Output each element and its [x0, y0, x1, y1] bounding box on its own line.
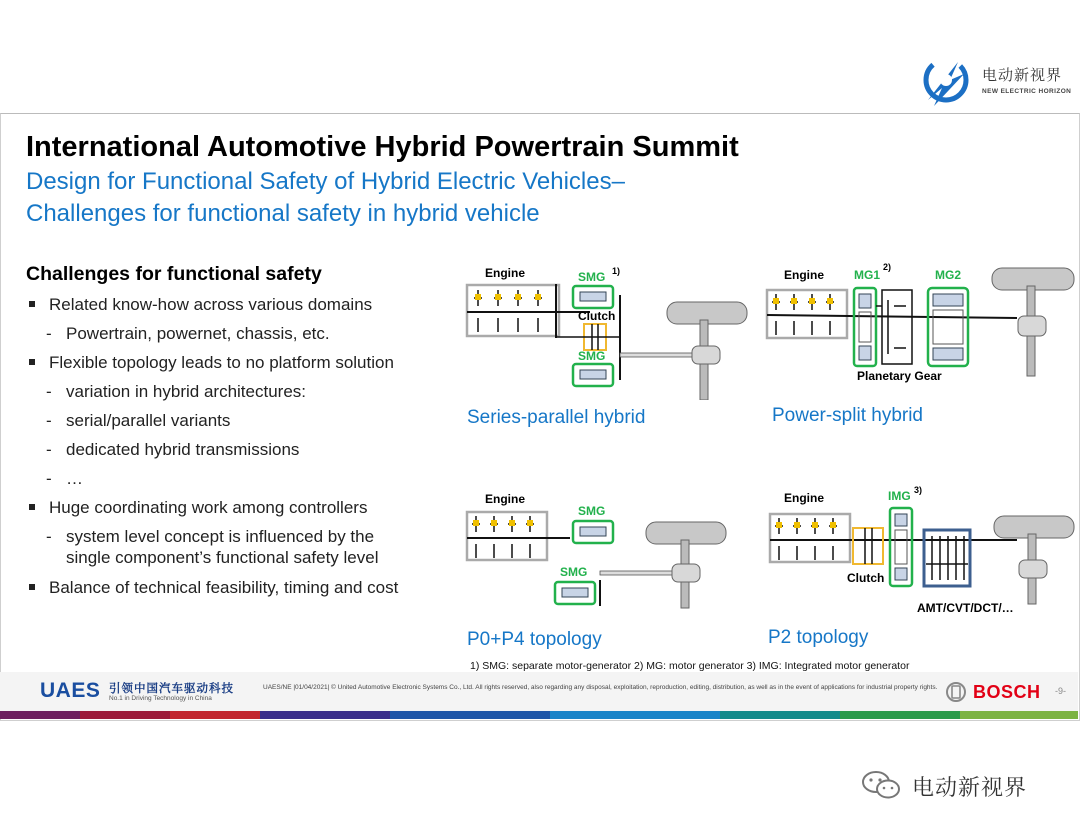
watermark-text: 电动新视界 — [912, 775, 1028, 800]
bullet-know-how — [26, 295, 372, 315]
sub-bullet-variants — [46, 411, 230, 431]
label-engine: Engine — [485, 266, 526, 280]
label-smg-bottom: SMG — [578, 349, 606, 363]
sub-bullet-text: … — [66, 469, 83, 488]
wechat-icon — [860, 768, 904, 802]
bullet-balance — [26, 578, 398, 598]
label-clutch: Clutch — [847, 571, 885, 585]
footnote: 1) SMG: separate motor-generator 2) MG: motor generator 3) IMG: Integrated motor generator — [470, 660, 910, 672]
slide-subtitle-line-1: Design for Functional Safety of Hybrid Electric Vehicles– — [26, 168, 625, 195]
note-1: 1) — [612, 266, 621, 276]
label-transmission: AMT/CVT/DCT/… — [917, 601, 1014, 615]
sub-bullet-text: dedicated hybrid transmissions — [66, 440, 300, 459]
note-2: 2) — [883, 262, 892, 272]
bosch-armature-icon — [945, 681, 967, 703]
dash: - — [46, 527, 52, 546]
bullet-square-icon — [29, 301, 35, 307]
caption-series-parallel: Series-parallel hybrid — [467, 407, 646, 428]
brand-swirl-icon — [920, 50, 980, 110]
wheel-axle — [994, 516, 1074, 604]
label-smg-top: SMG — [578, 504, 606, 518]
smg-top-core — [580, 292, 606, 301]
label-mg1: MG1 — [854, 268, 881, 282]
diagram-p2 — [762, 484, 1078, 620]
bullet-square-icon — [29, 584, 35, 590]
dash: - — [46, 382, 52, 401]
brand-name-cn: 电动新视界 — [982, 67, 1063, 84]
bullet-text: Related know-how across various domains — [49, 295, 373, 314]
sub-bullet-system-level-1 — [46, 527, 374, 547]
sub-bullet-text: variation in hybrid architectures: — [66, 382, 307, 401]
uaes-slogan-en: No.1 in Driving Technology in China — [109, 695, 212, 702]
sub-bullet-system-level-2 — [46, 548, 378, 568]
bullet-text: Huge coordinating work among controllers — [49, 498, 368, 517]
engine-block — [770, 514, 1017, 562]
dash: - — [46, 324, 52, 343]
label-mg2: MG2 — [935, 268, 962, 282]
sub-bullet-text: system level concept is influenced by the — [66, 527, 375, 546]
brand-name-en: NEW ELECTRIC HORIZON — [982, 88, 1072, 95]
note-3: 3) — [914, 485, 923, 495]
bosch-logo — [945, 681, 1055, 703]
sub-bullet-text: serial/parallel variants — [66, 411, 231, 430]
engine-block — [767, 290, 1017, 338]
challenges-heading: Challenges for functional safety — [26, 263, 322, 285]
brand-logo — [920, 50, 1080, 110]
wheel-axle — [646, 522, 726, 608]
page-number: -9- — [1055, 686, 1066, 696]
caption-p0p4: P0+P4 topology — [467, 629, 602, 650]
sub-bullet-domains — [46, 324, 330, 344]
wheel-axle — [992, 268, 1074, 376]
label-smg-top: SMG — [578, 270, 606, 284]
bullet-coordinating — [26, 498, 367, 518]
uaes-slogan-cn: 引领中国汽车驱动科技 — [109, 683, 234, 695]
sub-bullet-text: single component’s functional safety level — [66, 548, 379, 567]
copyright-notice: UAES/NE |01/04/2021| © United Automotive Electronic Systems Co., Ltd. All rights reserved, also regarding any disposal, exploitation, reproduction, editing, distribution, as well as in the event of applications for industrial property rights. — [263, 684, 938, 691]
diagram-power-split — [762, 258, 1078, 388]
bullet-text: Balance of technical feasibility, timing and cost — [49, 578, 399, 597]
engine-block — [467, 512, 570, 560]
caption-power-split: Power-split hybrid — [772, 405, 923, 426]
dash: - — [46, 440, 52, 459]
bullet-topology — [26, 353, 394, 373]
caption-p2: P2 topology — [768, 627, 869, 648]
slide-subtitle-line-2: Challenges for functional safety in hybrid vehicle — [26, 200, 540, 227]
transmission-box — [924, 530, 970, 586]
engine-block — [467, 284, 590, 338]
bosch-wordmark: BOSCH — [973, 682, 1041, 702]
label-engine: Engine — [485, 492, 526, 506]
clutch-box — [853, 528, 883, 564]
bullet-square-icon — [29, 504, 35, 510]
label-clutch: Clutch — [578, 309, 616, 323]
diagram-p0p4 — [460, 486, 760, 616]
sub-bullet-transmissions — [46, 440, 299, 460]
bullet-text: Flexible topology leads to no platform solution — [49, 353, 394, 372]
label-planetary-gear: Planetary Gear — [857, 369, 942, 383]
wheel-axle — [667, 302, 747, 400]
drive-shaft — [600, 571, 684, 575]
label-engine: Engine — [784, 268, 825, 282]
dash: - — [46, 411, 52, 430]
label-smg-bottom: SMG — [560, 565, 588, 579]
uaes-logo: UAES — [40, 679, 101, 702]
watermark — [860, 768, 1060, 804]
drive-shaft — [620, 353, 700, 357]
footer-color-strip — [0, 711, 1078, 719]
smg-bottom-core — [580, 370, 606, 379]
slide-title: International Automotive Hybrid Powertrain Summit — [26, 131, 739, 163]
bullet-square-icon — [29, 359, 35, 365]
diagram-series-parallel — [460, 260, 760, 400]
label-img: IMG — [888, 489, 911, 503]
label-engine: Engine — [784, 491, 825, 505]
dash: - — [46, 469, 52, 488]
planetary-gear — [876, 290, 912, 364]
sub-bullet-ellipsis — [46, 469, 83, 489]
sub-bullet-architectures — [46, 382, 306, 402]
sub-bullet-text: Powertrain, powernet, chassis, etc. — [66, 324, 330, 343]
